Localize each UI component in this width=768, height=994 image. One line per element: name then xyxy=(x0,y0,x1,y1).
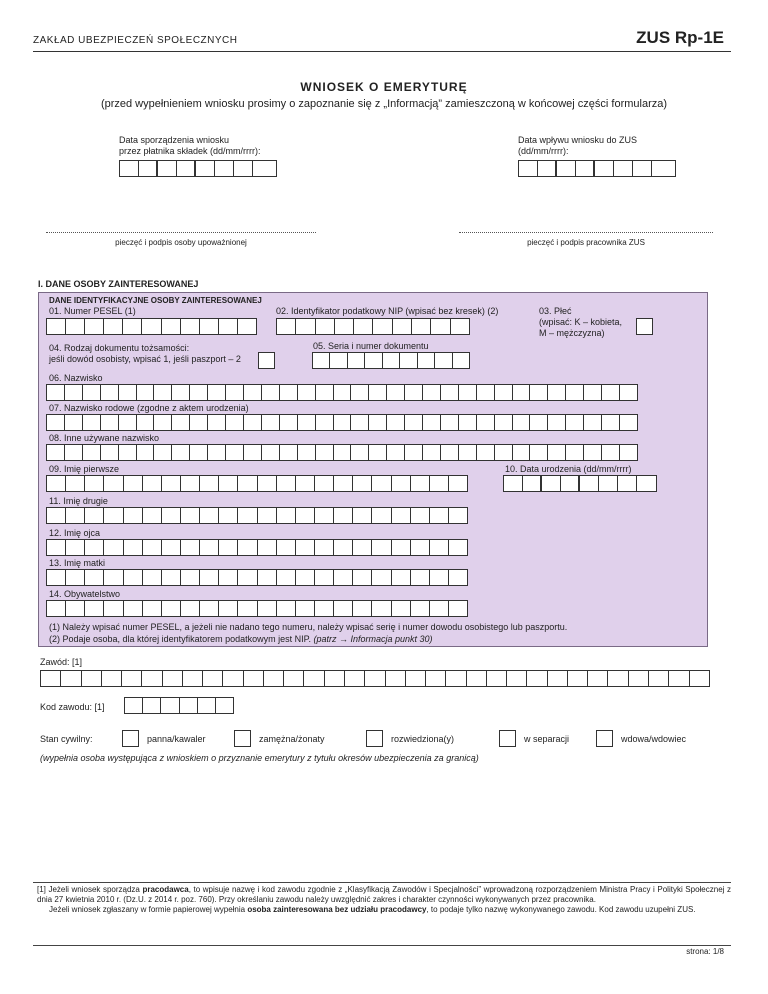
prep-date-label-line2: przez płatnika składek (dd/mm/rrrr): xyxy=(119,146,261,156)
receipt-date-label xyxy=(518,135,637,157)
id-document-type-field[interactable] xyxy=(258,352,275,369)
page-number-rule xyxy=(33,945,731,946)
marital-option-4-checkbox[interactable] xyxy=(499,730,516,747)
section1-subtitle: DANE IDENTYFIKACYJNE OSOBY ZAINTERESOWANEJ xyxy=(49,296,262,305)
pesel-field[interactable] xyxy=(46,318,257,335)
field-10-label: 10. Data urodzenia (dd/mm/rrrr) xyxy=(505,464,632,474)
marital-option-1-checkbox[interactable] xyxy=(122,730,139,747)
institution-name: ZAKŁAD UBEZPIECZEŃ SPOŁECZNYCH xyxy=(33,35,238,46)
marital-option-2-label: zamężna/żonaty xyxy=(259,734,325,744)
field-13-label: 13. Imię matki xyxy=(49,558,106,568)
father-name-field[interactable] xyxy=(46,539,468,556)
field-11-label: 11. Imię drugie xyxy=(49,496,108,506)
footnote-p2-start: Jeżeli wniosek zgłaszany w formie papierowej wypełnia xyxy=(49,905,248,914)
header-rule xyxy=(33,51,731,52)
signature-caption-left: pieczęć i podpis osoby upoważnionej xyxy=(115,238,247,247)
mother-name-field[interactable] xyxy=(46,569,468,586)
citizenship-field[interactable] xyxy=(46,600,468,617)
prep-date-field[interactable] xyxy=(119,160,277,177)
occupation-label: Zawód: [1] xyxy=(40,657,83,667)
section1-note-2 xyxy=(49,634,433,645)
occupation-code-field[interactable] xyxy=(124,697,234,714)
birth-surname-field[interactable] xyxy=(46,414,638,431)
receipt-date-field[interactable] xyxy=(518,160,676,177)
form-title: WNIOSEK O EMERYTURĘ xyxy=(300,80,468,94)
gender-field[interactable] xyxy=(636,318,653,335)
nip-field[interactable] xyxy=(276,318,470,335)
marital-option-5-label: wdowa/wdowiec xyxy=(621,734,687,744)
first-name-field[interactable] xyxy=(46,475,468,492)
id-document-number-field[interactable] xyxy=(312,352,470,369)
marital-option-2-checkbox[interactable] xyxy=(234,730,251,747)
footnote-p1-end: , to wpisuje nazwę i kod zawodu zgodnie z „Klasyfikacją Zawodów i Specjalności” wprowadzoną rozporządzeniem Ministra Pracy i Polityki Społecznej z dnia 27 kwietnia 2010 r. (Dz.U. z 2014 r. poz. 760). Przy określaniu zawodu należy uwzględnić zakres i charakter czynności wykonywanych przez pracownika. xyxy=(37,885,731,904)
field-03-label-line2: (wpisać: K – kobieta, xyxy=(539,317,623,327)
marital-option-3-checkbox[interactable] xyxy=(366,730,383,747)
receipt-date-label-line1: Data wpływu wniosku do ZUS xyxy=(518,135,638,145)
occupation-field[interactable] xyxy=(40,670,710,687)
field-05-label: 05. Seria i numer dokumentu xyxy=(313,341,429,351)
section1-note-1: (1) Należy wpisać numer PESEL, a jeżeli nie nadano tego numeru, należy wpisać serię i numer dowodu osobistego lub paszportu. xyxy=(49,622,568,632)
footnote-paragraph-2 xyxy=(37,905,731,915)
section1-title: I. DANE OSOBY ZAINTERESOWANEJ xyxy=(38,279,199,289)
prep-date-label-line1: Data sporządzenia wniosku xyxy=(119,135,230,145)
marital-option-4-label: w separacji xyxy=(524,734,570,744)
signature-line-right xyxy=(459,232,713,233)
surname-field[interactable] xyxy=(46,384,638,401)
prep-date-label xyxy=(119,135,261,157)
field-07-label: 07. Nazwisko rodowe (zgodne z aktem urodzenia) xyxy=(49,403,249,413)
other-surname-field[interactable] xyxy=(46,444,638,461)
footnote-p1-start: [1] Jeżeli wniosek sporządza xyxy=(37,885,143,894)
signature-caption-right: pieczęć i podpis pracownika ZUS xyxy=(527,238,645,247)
marital-option-5-checkbox[interactable] xyxy=(596,730,613,747)
occupation-code-label: Kod zawodu: [1] xyxy=(40,702,105,712)
field-04-label xyxy=(49,343,241,365)
section1-note-2-text: (2) Podaje osoba, dla której identyfikatorem podatkowym jest NIP. xyxy=(49,634,311,644)
footnote-paragraph-1 xyxy=(37,885,731,905)
field-03-label xyxy=(539,306,622,339)
signature-line-left xyxy=(46,232,316,233)
field-08-label: 08. Inne używane nazwisko xyxy=(49,433,160,443)
second-name-field[interactable] xyxy=(46,507,468,524)
footnote-p1-bold: pracodawca xyxy=(142,885,189,894)
marital-option-1-label: panna/kawaler xyxy=(147,734,206,744)
field-12-label: 12. Imię ojca xyxy=(49,528,101,538)
footnote-p2-bold: osoba zainteresowana bez udziału pracodawcy xyxy=(247,905,427,914)
birth-date-field[interactable] xyxy=(503,475,657,492)
field-09-label: 09. Imię pierwsze xyxy=(49,464,120,474)
footnote xyxy=(37,885,731,915)
foreign-insurance-note: (wypełnia osoba występująca z wnioskiem o przyznanie emerytury z tytułu okresów ubezpieczenia za granicą) xyxy=(40,753,479,763)
field-03-label-line1: 03. Płeć xyxy=(539,306,572,316)
section1-note-2-ref: (patrz → Informacja punkt 30) xyxy=(313,634,433,644)
marital-option-3-label: rozwiedziona(y) xyxy=(391,734,455,744)
form-code: ZUS Rp-1E xyxy=(636,28,724,47)
page-number: strona: 1/8 xyxy=(686,947,724,956)
field-14-label: 14. Obywatelstwo xyxy=(49,589,121,599)
field-06-label: 06. Nazwisko xyxy=(49,373,103,383)
field-04-label-line1: 04. Rodzaj dokumentu tożsamości: xyxy=(49,343,190,353)
field-01-label: 01. Numer PESEL (1) xyxy=(49,306,136,316)
footnote-rule xyxy=(33,882,731,883)
marital-status-label: Stan cywilny: xyxy=(40,734,93,744)
footnote-p2-end: , to podaje tylko nazwę wykonywanego zawodu. Kod zawodu uzupełni ZUS. xyxy=(426,905,696,914)
receipt-date-label-line2: (dd/mm/rrrr): xyxy=(518,146,569,156)
form-subtitle: (przed wypełnieniem wniosku prosimy o zapoznanie się z „Informacją” zamieszczoną w końcowej części formularza) xyxy=(100,98,668,110)
field-04-label-line2: jeśli dowód osobisty, wpisać 1, jeśli paszport – 2 xyxy=(49,354,241,364)
field-03-label-line3: M – mężczyzna) xyxy=(539,328,605,338)
field-02-label: 02. Identyfikator podatkowy NIP (wpisać bez kresek) (2) xyxy=(276,306,499,316)
